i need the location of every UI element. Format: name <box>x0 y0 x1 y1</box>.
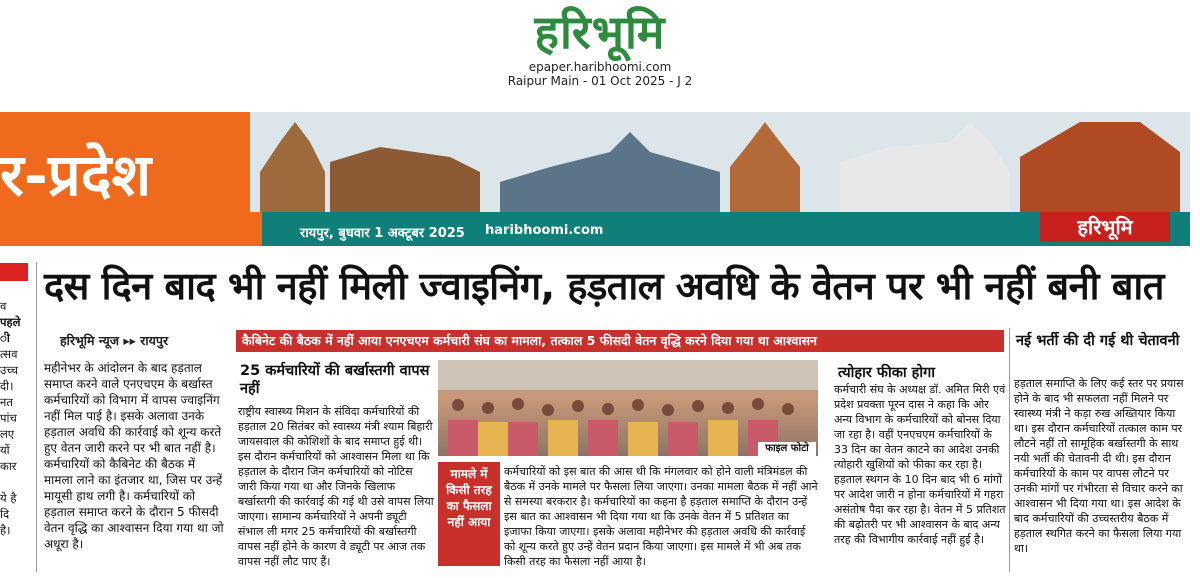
column-divider <box>1009 328 1010 572</box>
sliver-line: दी। <box>0 379 14 393</box>
banner-section-title: र-प्रदेश <box>0 141 152 209</box>
sliver-line: त्सव <box>0 347 18 361</box>
sliver-line: पांच <box>0 411 17 425</box>
section-heading-recruitment: नई भर्ती की दी गई थी चेतावनी <box>1016 333 1180 349</box>
article-col1: महीनेभर के आंदोलन के बाद हड़ताल समाप्त करने वाले एनएचएम के बर्खास्त कर्मचारियों को विभाग में वापस ज्वाइनिंग नहीं मिल पाई है। इसके अलावा उनके हड़ताल अवधि की कार्रवाई को शून्य करते हुए वेतन जारी करने पर भी बात नहीं है। कर्मचारियों को कैबिनेट की बैठक में मामला लाने का इंतजार था, जिस पर उन्हें मायूसी हाथ लगी है। कर्मचारियों को हड़ताल समाप्त करने के दौरान 5 फीसदी वेतन वृद्धि का आश्वासन दिया गया था जो अधूरा है। <box>44 361 224 551</box>
sliver-line: ी <box>0 331 10 345</box>
sliver-line: उच्च <box>0 363 18 377</box>
masthead-logo: हरिभूमि <box>534 5 666 59</box>
column-divider <box>36 262 37 572</box>
epaper-url[interactable]: epaper.haribhoomi.com <box>528 60 672 74</box>
article-col4: कर्मचारी संघ के अध्यक्ष डॉ. अमित मिरी एवं प्रदेश प्रवक्ता पूरन दास ने कहा कि ओर अन्य विभाग के कर्मचारियों को बोनस दिया जा रहा है। वहीं एनएचएम कर्मचारियों के 33 दिन का वेतन काटने का आदेश उनकी त्योहारी खुशियों को फीका कर रहा है। हड़ताल स्थगन के 10 दिन बाद भी 6 मांगों पर आदेश जारी न होना कर्मचारियों में गहरा असंतोष पैदा कर रहा है। वेतन में 5 प्रतिशत की बढ़ोतरी पर भी आश्वासन के बाद अन्य तरह की विभागीय कार्रवाई नहीं हुई है। <box>834 383 1006 546</box>
prev-article-sliver <box>0 298 30 538</box>
prev-article-marker <box>0 263 28 281</box>
banner-date: रायपुर, बुधवार 1 अक्टूबर 2025 <box>300 226 465 241</box>
temples-artwork <box>250 112 1190 212</box>
article-headline: दस दिन बाद भी नहीं मिली ज्वाइनिंग, हड़ताल अवधि के वेतन पर भी नहीं बनी बात <box>44 264 1164 308</box>
sliver-line: लए <box>0 427 15 441</box>
highlight-box: मामले में किसी तरह का फैसला नहीं आया <box>438 462 500 566</box>
photo-caption: फाइल फोटो <box>758 442 816 456</box>
sliver-line: यों <box>0 443 10 457</box>
sliver-line: है। <box>0 523 11 537</box>
sliver-line <box>0 474 30 490</box>
section-heading-dismissal: 25 कर्मचारियों की बर्खास्तगी वापस नहीं <box>240 363 430 397</box>
article-subhead: कैबिनेट की बैठक में नहीं आया एनएचएम कर्मचारी संघ का मामला, तत्काल 5 फीसदी वेतन वृद्धि करने दिया गया था आश्वासन <box>236 330 1004 352</box>
edition-info <box>470 60 730 88</box>
sliver-line: दि <box>0 507 10 521</box>
byline: हरिभूमि न्यूज ▸▸ रायपुर <box>60 333 169 348</box>
section-heading-festival: त्योहार फीका होगा <box>838 365 936 381</box>
banner-logo: हरिभूमि <box>1040 212 1170 242</box>
sliver-line: कार <box>0 459 17 473</box>
sliver-line: व <box>0 299 7 313</box>
edition-label: Raipur Main - 01 Oct 2025 - J 2 <box>507 74 693 88</box>
article-col3: कर्मचारियों को इस बात की आस थी कि मंगलवार को होने वाली मंत्रिमंडल की बैठक में उनके मामले पर फैसला लिया जाएगा। उनका मामला बैठक में नहीं आने से समस्या बरकरार है। कर्मचारियों का कहना है हड़ताल समाप्ति के दौरान उन्हें इस बात का आश्वासन भी दिया गया था कि उनके वेतन में 5 प्रतिशत का इजाफा किया जाएगा। इसके अलावा महीनेभर की हड़ताल अवधि की कार्रवाई को शून्य करते हुए उन्हें वेतन प्रदान किया जाएगा। इस मामले में भी अब तक किसी तरह का फैसला नहीं आया है। <box>504 465 818 568</box>
sliver-line: पहले <box>0 315 21 329</box>
section-banner <box>0 112 1190 246</box>
sliver-line: ये है <box>0 491 17 505</box>
banner-site[interactable]: haribhoomi.com <box>485 223 604 238</box>
sliver-line: नत <box>0 395 13 409</box>
article-col5: हड़ताल समाप्ति के लिए कई स्तर पर प्रयास होने के बाद भी सफलता नहीं मिलने पर स्वास्थ्य मंत्री ने कड़ा रुख अख्तियार किया था। इस दौरान कर्मचारियों तत्काल काम पर लौटने नहीं तो सामूहिक बर्खास्तगी के साथ नयी भर्ती की चेतावनी दी थी। इस दौरान कर्मचारियों के काम पर वापस लौटने पर उनकी मांगों पर गंभीरता से विचार करने का आश्वासन भी दिया गया था। इस आदेश के बाद कर्मचारियों की उच्चस्तरीय बैठक में हड़ताल स्थगित करने का फैसला लिया गया था। <box>1014 377 1184 555</box>
article-col2: राष्ट्रीय स्वास्थ्य मिशन के संविदा कर्मचारियों की हड़ताल 20 सितंबर को स्वास्थ्य मंत्री श्याम बिहारी जायसवाल की कोशिशों के बाद समाप्त हुई थी। इस दौरान कर्मचारियों को आश्वासन मिला था कि हड़ताल के दौरान जिन कर्मचारियों को नोटिस जारी किया गया था और जिनके खिलाफ बर्खास्तगी की कार्रवाई की गई थी उसे वापस लिया जाएगा। सामान्य कर्मचारियों ने अपनी ड्यूटी संभाल ली मगर 25 कर्मचारियों की बर्खास्तगी वापस नहीं होने के कारण वे ड्यूटी पर आज तक वापस नहीं लौट पाए हैं। <box>238 405 434 568</box>
